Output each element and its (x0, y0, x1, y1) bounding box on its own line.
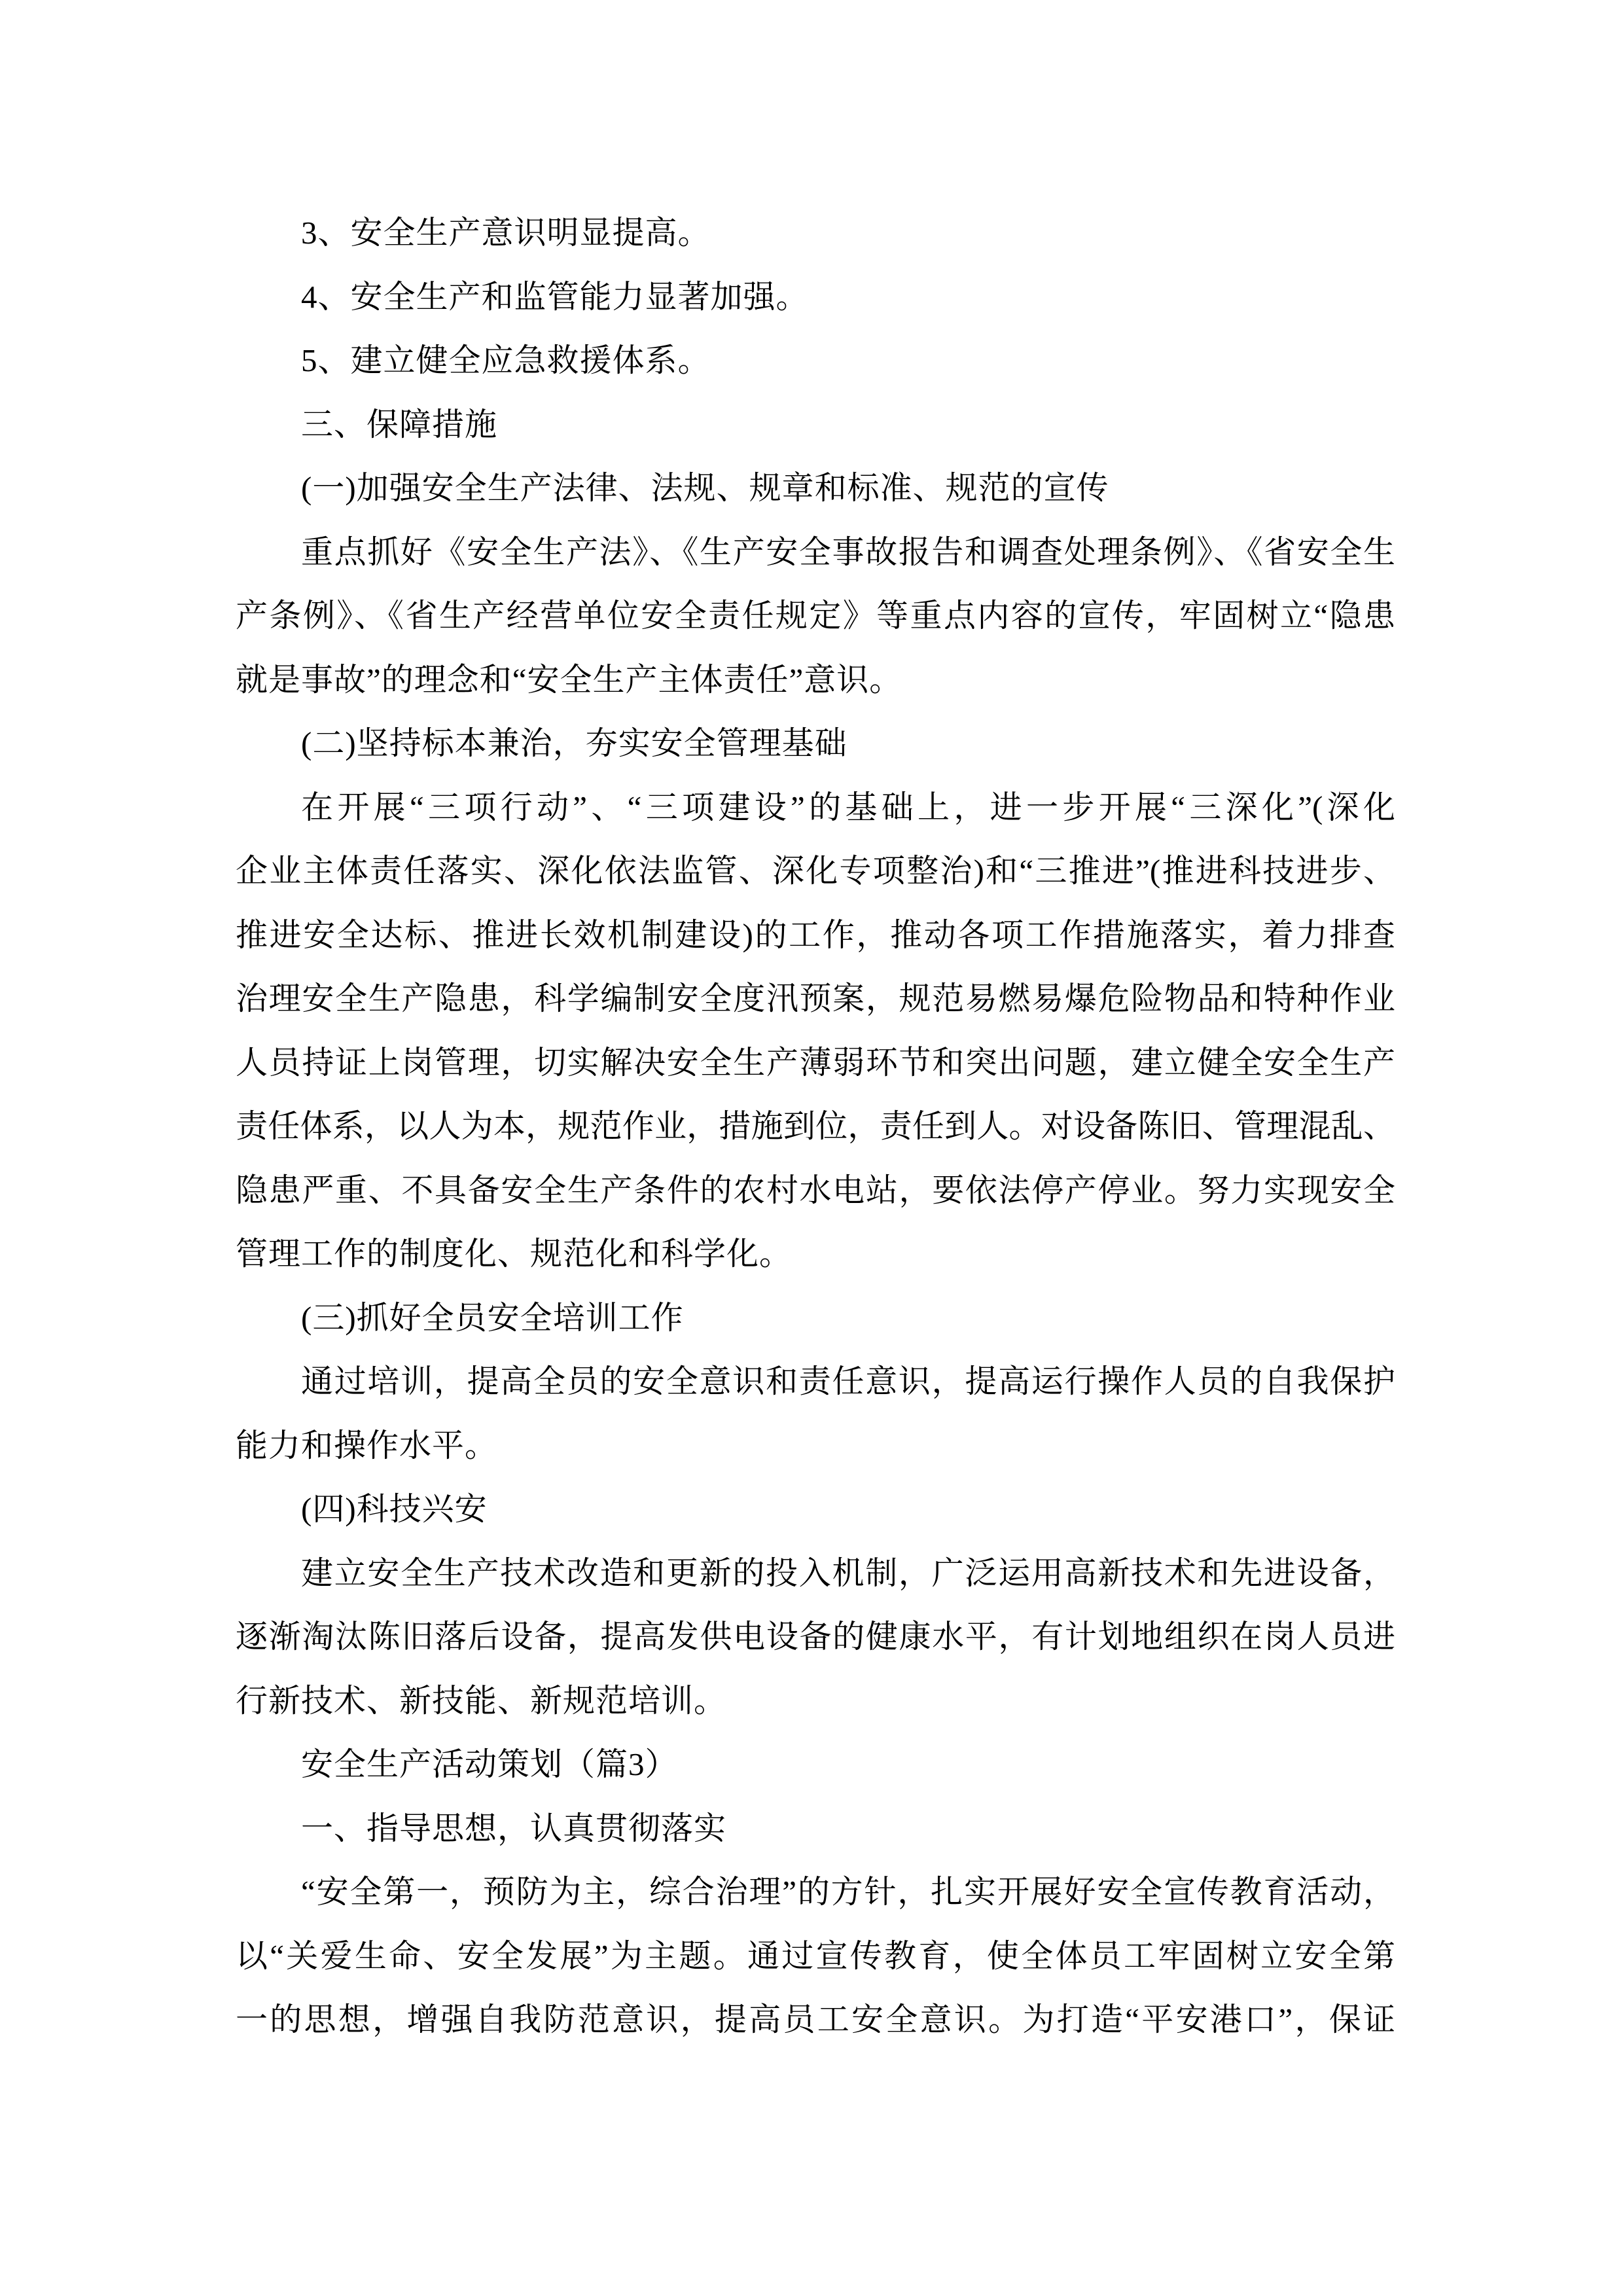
text-line: (四)科技兴安 (301, 1491, 488, 1527)
text-line: (一)加强安全生产法律、法规、规章和标准、规范的宣传 (301, 470, 1109, 506)
text-line: 能力和操作水平。 (236, 1427, 498, 1463)
text-line: 安全生产活动策划（篇3） (301, 1746, 678, 1782)
text-line: 建立安全生产技术改造和更新的投入机制，广泛运用高新技术和先进设备， (301, 1554, 1395, 1591)
text-line: (二)坚持标本兼治，夯实安全管理基础 (301, 725, 847, 761)
text-line: 以“关爱生命、安全发展”为主题。通过宣传教育，使全体员工牢固树立安全第 (236, 1937, 1395, 1974)
text-line: 4、安全生产和监管能力显著加强。 (301, 278, 809, 315)
text-line: 三、保障措施 (301, 406, 498, 442)
text-line: 在开展“三项行动”、“三项建设”的基础上，进一步开展“三深化”(深化 (301, 789, 1395, 825)
text-line: 责任体系，以人为本，规范作业，措施到位，责任到人。对设备陈旧、管理混乱、 (236, 1108, 1395, 1144)
text-line: 3、安全生产意识明显提高。 (301, 215, 711, 251)
text-line: 5、建立健全应急救援体系。 (301, 342, 711, 378)
text-line: 管理工作的制度化、规范化和科学化。 (236, 1236, 793, 1272)
text-line: 企业主体责任落实、深化依法监管、深化专项整治)和“三推进”(推进科技进步、 (236, 853, 1395, 889)
text-line: 治理安全生产隐患，科学编制安全度汛预案，规范易燃易爆危险物品和特种作业 (236, 980, 1395, 1016)
text-line: 产条例》、《省生产经营单位安全责任规定》等重点内容的宣传，牢固树立“隐患 (236, 598, 1395, 634)
text-line: 推进安全达标、推进长效机制建设)的工作，推动各项工作措施落实，着力排查 (236, 916, 1395, 953)
document-body (236, 201, 1395, 2052)
text-line: “安全第一，预防为主，综合治理”的方针，扎实开展好安全宣传教育活动， (301, 1874, 1395, 1910)
text-line: 通过培训，提高全员的安全意识和责任意识，提高运行操作人员的自我保护 (301, 1363, 1395, 1399)
text-line: 隐患严重、不具备安全生产条件的农村水电站，要依法停产停业。努力实现安全 (236, 1172, 1395, 1208)
text-line: 行新技术、新技能、新规范培训。 (236, 1682, 727, 1719)
text-line: 一、指导思想，认真贯彻落实 (301, 1810, 727, 1846)
text-line: 人员持证上岗管理，切实解决安全生产薄弱环节和突出问题，建立健全安全生产 (236, 1044, 1395, 1081)
text-line: 一的思想，增强自我防范意识，提高员工安全意识。为打造“平安港口”，保证 (236, 2001, 1395, 2037)
text-line: (三)抓好全员安全培训工作 (301, 1299, 684, 1336)
text-line: 就是事故”的理念和“安全生产主体责任”意识。 (236, 661, 902, 698)
text-line: 重点抓好《安全生产法》、《生产安全事故报告和调查处理条例》、《省安全生 (301, 533, 1395, 570)
text-line: 逐渐淘汰陈旧落后设备，提高发供电设备的健康水平，有计划地组织在岗人员进 (236, 1619, 1395, 1655)
